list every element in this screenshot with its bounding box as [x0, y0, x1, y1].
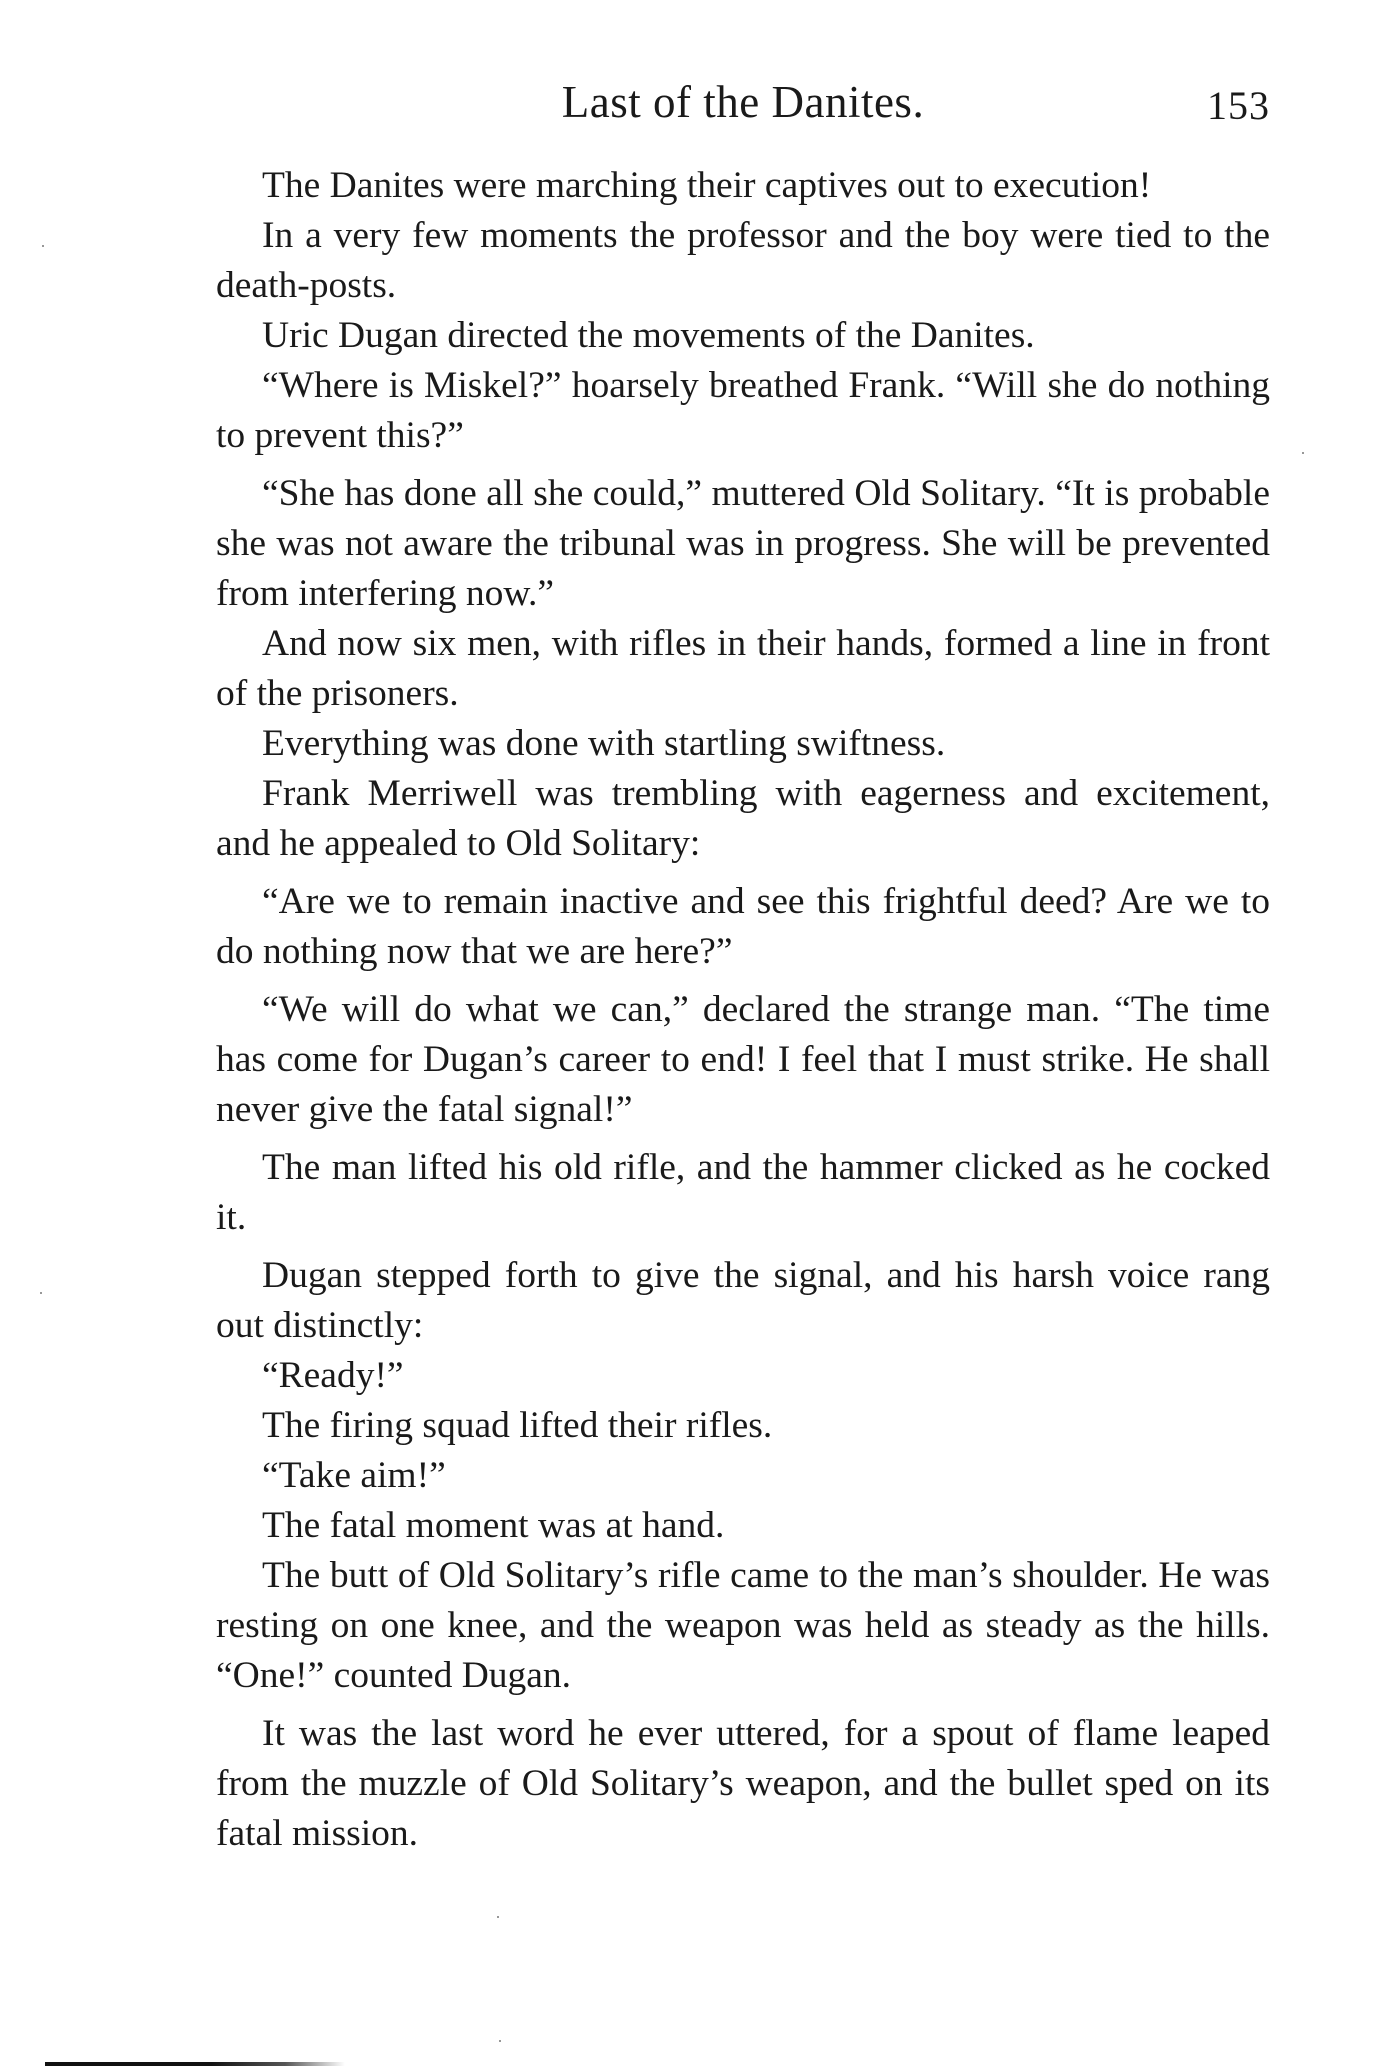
paragraph: The firing squad lifted their rifles.	[262, 1405, 773, 1446]
paragraph: Dugan stepped forth to give the signal, and his harsh voice rang out distinctly:	[216, 1255, 1270, 1346]
scan-speck	[42, 245, 44, 247]
scan-speck	[40, 1292, 42, 1294]
paragraph: Frank Merriwell was trembling with eagerness and excitement, and he appealed to Old Solitary:	[216, 773, 1270, 864]
paragraph: In a very few moments the professor and the boy were tied to the death-posts.	[216, 215, 1270, 306]
page-number: 153	[1207, 83, 1270, 128]
scan-speck	[497, 1916, 499, 1918]
scan-speck	[499, 2040, 501, 2042]
running-header	[216, 70, 1270, 134]
paragraph: “We will do what we can,” declared the strange man. “The time has come for Dugan’s career to end! I feel that I must strike. He shall never give the fatal signal!”	[216, 989, 1270, 1130]
running-title: Last of the Danites.	[561, 77, 925, 127]
paragraph: The man lifted his old rifle, and the hammer clicked as he cocked it.	[216, 1147, 1270, 1238]
paragraph: The Danites were marching their captives out to execution!	[262, 165, 1152, 206]
paragraph: “Ready!”	[262, 1355, 404, 1396]
paragraph: It was the last word he ever uttered, for a spout of flame leaped from the muzzle of Old Solitary’s weapon, and the bullet sped on its fatal mission.	[216, 1713, 1270, 1854]
paragraph: “Take aim!”	[262, 1455, 446, 1496]
paragraph: And now six men, with rifles in their hands, formed a line in front of the prisoners.	[216, 623, 1270, 714]
body-text	[216, 161, 1270, 1859]
paragraph: The fatal moment was at hand.	[262, 1505, 725, 1546]
paragraph: Everything was done with startling swiftness.	[262, 723, 946, 764]
paragraph: “She has done all she could,” muttered Old Solitary. “It is probable she was not aware the tribunal was in progress. She will be prevented from interfering now.”	[216, 473, 1270, 614]
paragraph: “Where is Miskel?” hoarsely breathed Frank. “Will she do nothing to prevent this?”	[216, 365, 1270, 456]
paragraph: The butt of Old Solitary’s rifle came to the man’s shoulder. He was resting on one knee, and the weapon was held as steady as the hills. “One!” counted Dugan.	[216, 1555, 1270, 1696]
bottom-rule	[45, 2062, 345, 2066]
paragraph: “Are we to remain inactive and see this frightful deed? Are we to do nothing now that we are here?”	[216, 881, 1270, 972]
scan-speck	[1302, 452, 1304, 454]
paragraph: Uric Dugan directed the movements of the Danites.	[262, 315, 1035, 356]
